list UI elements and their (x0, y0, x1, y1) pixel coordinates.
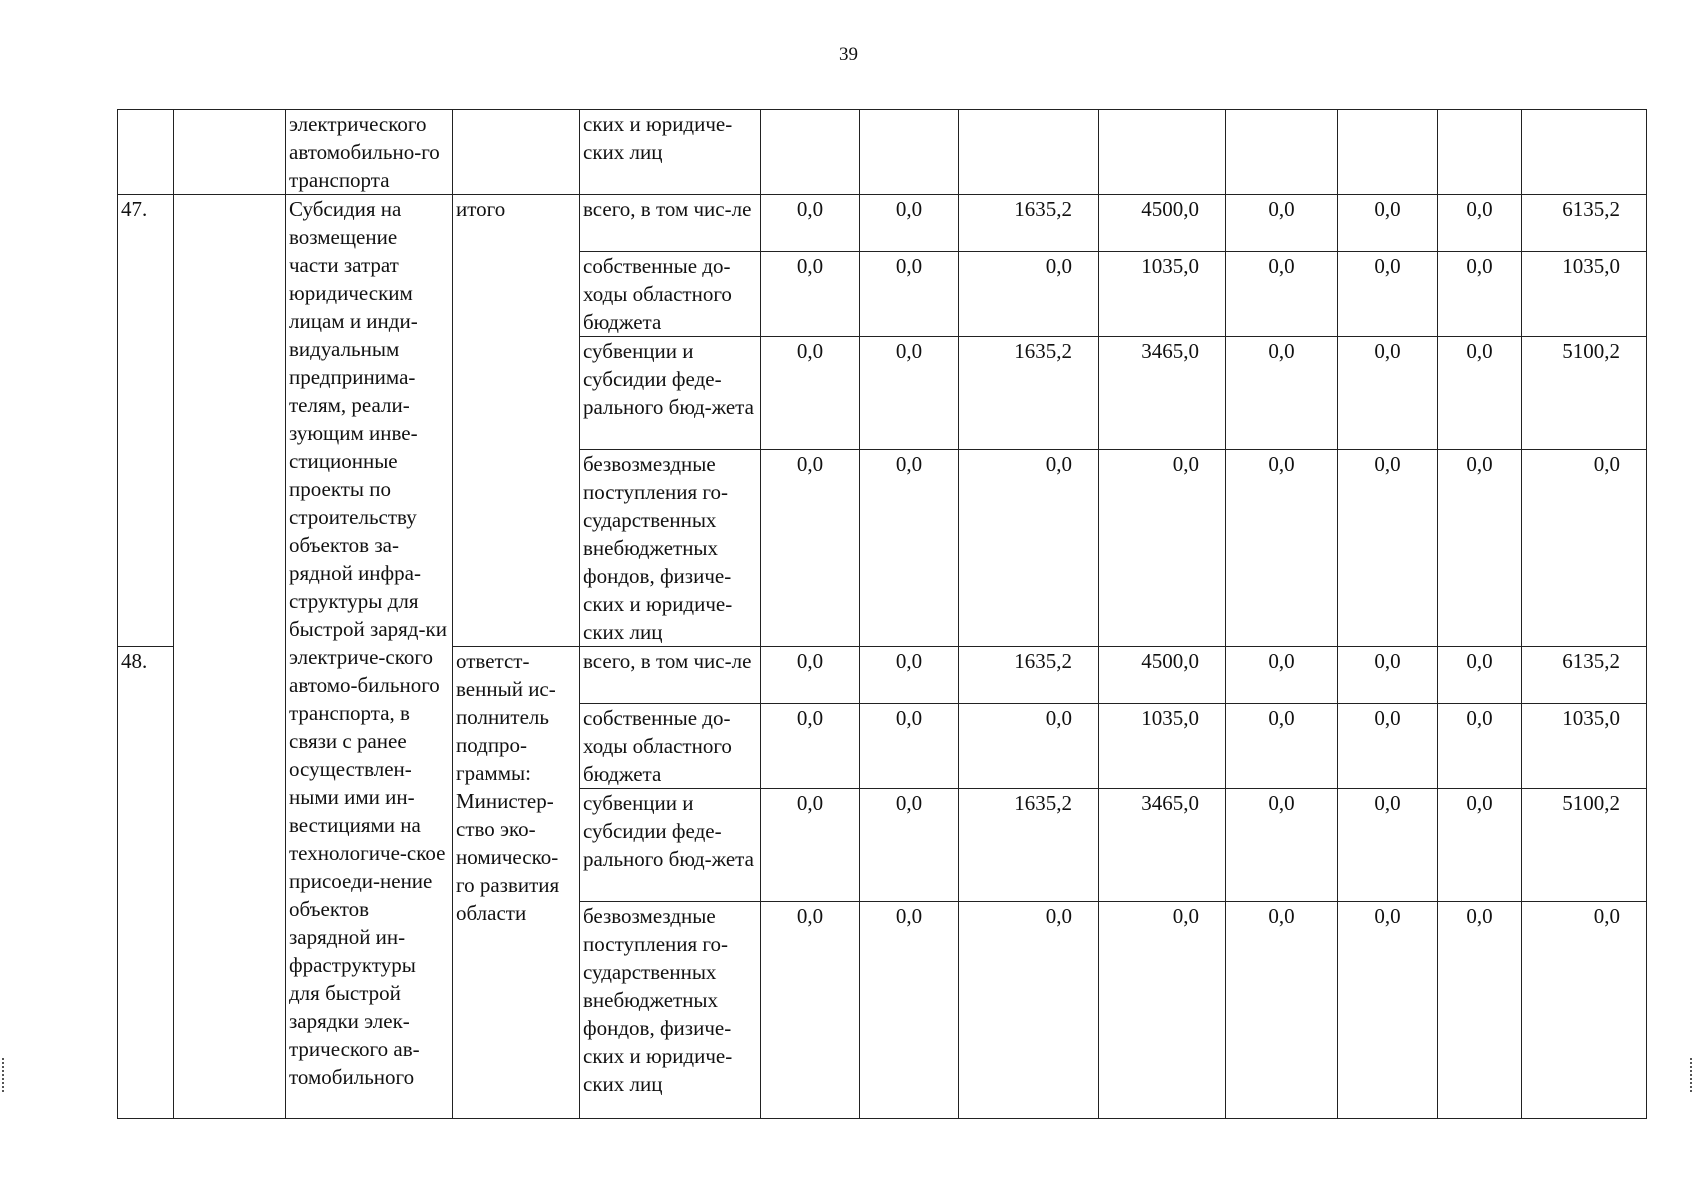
value-cell: 0,0 (860, 337, 959, 450)
value-cell: 0,0 (860, 789, 959, 902)
value-cell: 1035,0 (1522, 704, 1647, 789)
value-cell: 0,0 (1438, 195, 1522, 252)
value-cell: 0,0 (1099, 902, 1226, 1119)
table-row (118, 195, 1647, 252)
value-cell: 0,0 (1226, 704, 1338, 789)
continued-name-cell: электрического автомобильно-го транспорта (286, 110, 453, 195)
value-cell: 0,0 (761, 337, 860, 450)
value-cell: 0,0 (959, 450, 1099, 647)
value-cell: 4500,0 (1099, 195, 1226, 252)
value-cell: 0,0 (761, 789, 860, 902)
budget-table (117, 109, 1647, 1119)
value-cell: 0,0 (1338, 195, 1438, 252)
cell-empty (1438, 110, 1522, 195)
value-cell: 0,0 (1522, 902, 1647, 1119)
cell-empty (860, 110, 959, 195)
value-cell: 6135,2 (1522, 195, 1647, 252)
value-cell: 0,0 (1226, 789, 1338, 902)
value-cell: 0,0 (860, 704, 959, 789)
funding-source-cell: субвенции и субсидии феде-рального бюд-жета (580, 337, 761, 450)
value-cell: 0,0 (1338, 902, 1438, 1119)
row-number-cell: 48. (118, 647, 174, 1119)
value-cell: 0,0 (1338, 252, 1438, 337)
value-cell: 0,0 (860, 450, 959, 647)
cell-executor-empty (453, 110, 580, 195)
cell-code-empty (174, 110, 286, 195)
value-cell: 0,0 (761, 647, 860, 704)
continued-row (118, 110, 1647, 195)
value-cell: 0,0 (1338, 337, 1438, 450)
value-cell: 0,0 (1438, 252, 1522, 337)
funding-source-cell: всего, в том чис-ле (580, 647, 761, 704)
value-cell: 0,0 (1226, 195, 1338, 252)
value-cell: 0,0 (1226, 337, 1338, 450)
cell-empty (1338, 110, 1438, 195)
value-cell: 1035,0 (1099, 252, 1226, 337)
value-cell: 0,0 (1338, 647, 1438, 704)
value-cell: 3465,0 (1099, 789, 1226, 902)
value-cell: 0,0 (761, 252, 860, 337)
cell-empty (1522, 110, 1647, 195)
value-cell: 0,0 (1338, 789, 1438, 902)
cut-mark-right (1690, 1058, 1694, 1092)
value-cell: 0,0 (1226, 902, 1338, 1119)
cut-mark-left (2, 1058, 6, 1092)
cell-empty (761, 110, 860, 195)
value-cell: 5100,2 (1522, 337, 1647, 450)
cell-rownum-empty (118, 110, 174, 195)
executor-cell: ответст-венный ис-полнитель подпро-граммы: Министер-ство эко-номическо-го развития области (453, 647, 580, 1119)
value-cell: 0,0 (1438, 789, 1522, 902)
page-number: 39 (839, 44, 858, 65)
value-cell: 0,0 (761, 195, 860, 252)
value-cell: 0,0 (860, 647, 959, 704)
value-cell: 0,0 (959, 902, 1099, 1119)
value-cell: 0,0 (1099, 450, 1226, 647)
value-cell: 3465,0 (1099, 337, 1226, 450)
value-cell: 0,0 (1226, 450, 1338, 647)
value-cell: 1635,2 (959, 647, 1099, 704)
value-cell: 0,0 (1438, 647, 1522, 704)
value-cell: 0,0 (860, 902, 959, 1119)
funding-source-cell: безвозмездные поступления го-сударственных внебюджетных фондов, физиче-ских и юридиче-ских лиц (580, 902, 761, 1119)
value-cell: 0,0 (1438, 450, 1522, 647)
value-cell: 1635,2 (959, 195, 1099, 252)
value-cell: 1035,0 (1099, 704, 1226, 789)
value-cell: 4500,0 (1099, 647, 1226, 704)
continued-source-cell: ских и юридиче-ских лиц (580, 110, 761, 195)
value-cell: 1635,2 (959, 789, 1099, 902)
funding-source-cell: всего, в том чис-ле (580, 195, 761, 252)
event-name-cell: Субсидия на возмещение части затрат юридическим лицам и инди-видуальным предпринима-телям, реали-зующим инве-стиционные проекты по строительству объектов за-рядной инфра-структуры для быстрой заряд-ки электриче-ского автомо-бильного транспорта, в связи с ранее осуществлен-ными ими ин-вестициями на технологиче-ское присоеди-нение объектов зарядной ин-фраструктуры для быстрой зарядки элек-трического ав-томобильного (286, 195, 453, 1119)
value-cell: 0,0 (959, 252, 1099, 337)
cell-empty (959, 110, 1099, 195)
value-cell: 0,0 (1438, 337, 1522, 450)
value-cell: 5100,2 (1522, 789, 1647, 902)
value-cell: 0,0 (1338, 450, 1438, 647)
row-number-cell: 47. (118, 195, 174, 647)
funding-source-cell: собственные до-ходы областного бюджета (580, 252, 761, 337)
cell-empty (1099, 110, 1226, 195)
cell-empty (1226, 110, 1338, 195)
value-cell: 0,0 (1438, 902, 1522, 1119)
value-cell: 0,0 (860, 195, 959, 252)
funding-source-cell: субвенции и субсидии феде-рального бюд-жета (580, 789, 761, 902)
funding-source-cell: собственные до-ходы областного бюджета (580, 704, 761, 789)
code-cell (174, 195, 286, 1119)
value-cell: 0,0 (1226, 647, 1338, 704)
value-cell: 0,0 (1338, 704, 1438, 789)
value-cell: 0,0 (959, 704, 1099, 789)
value-cell: 0,0 (761, 450, 860, 647)
executor-cell: итого (453, 195, 580, 647)
value-cell: 0,0 (1522, 450, 1647, 647)
funding-source-cell: безвозмездные поступления го-сударственных внебюджетных фондов, физиче-ских и юридиче-ских лиц (580, 450, 761, 647)
value-cell: 0,0 (761, 704, 860, 789)
value-cell: 6135,2 (1522, 647, 1647, 704)
value-cell: 1035,0 (1522, 252, 1647, 337)
value-cell: 0,0 (860, 252, 959, 337)
value-cell: 0,0 (761, 902, 860, 1119)
value-cell: 0,0 (1438, 704, 1522, 789)
value-cell: 1635,2 (959, 337, 1099, 450)
value-cell: 0,0 (1226, 252, 1338, 337)
